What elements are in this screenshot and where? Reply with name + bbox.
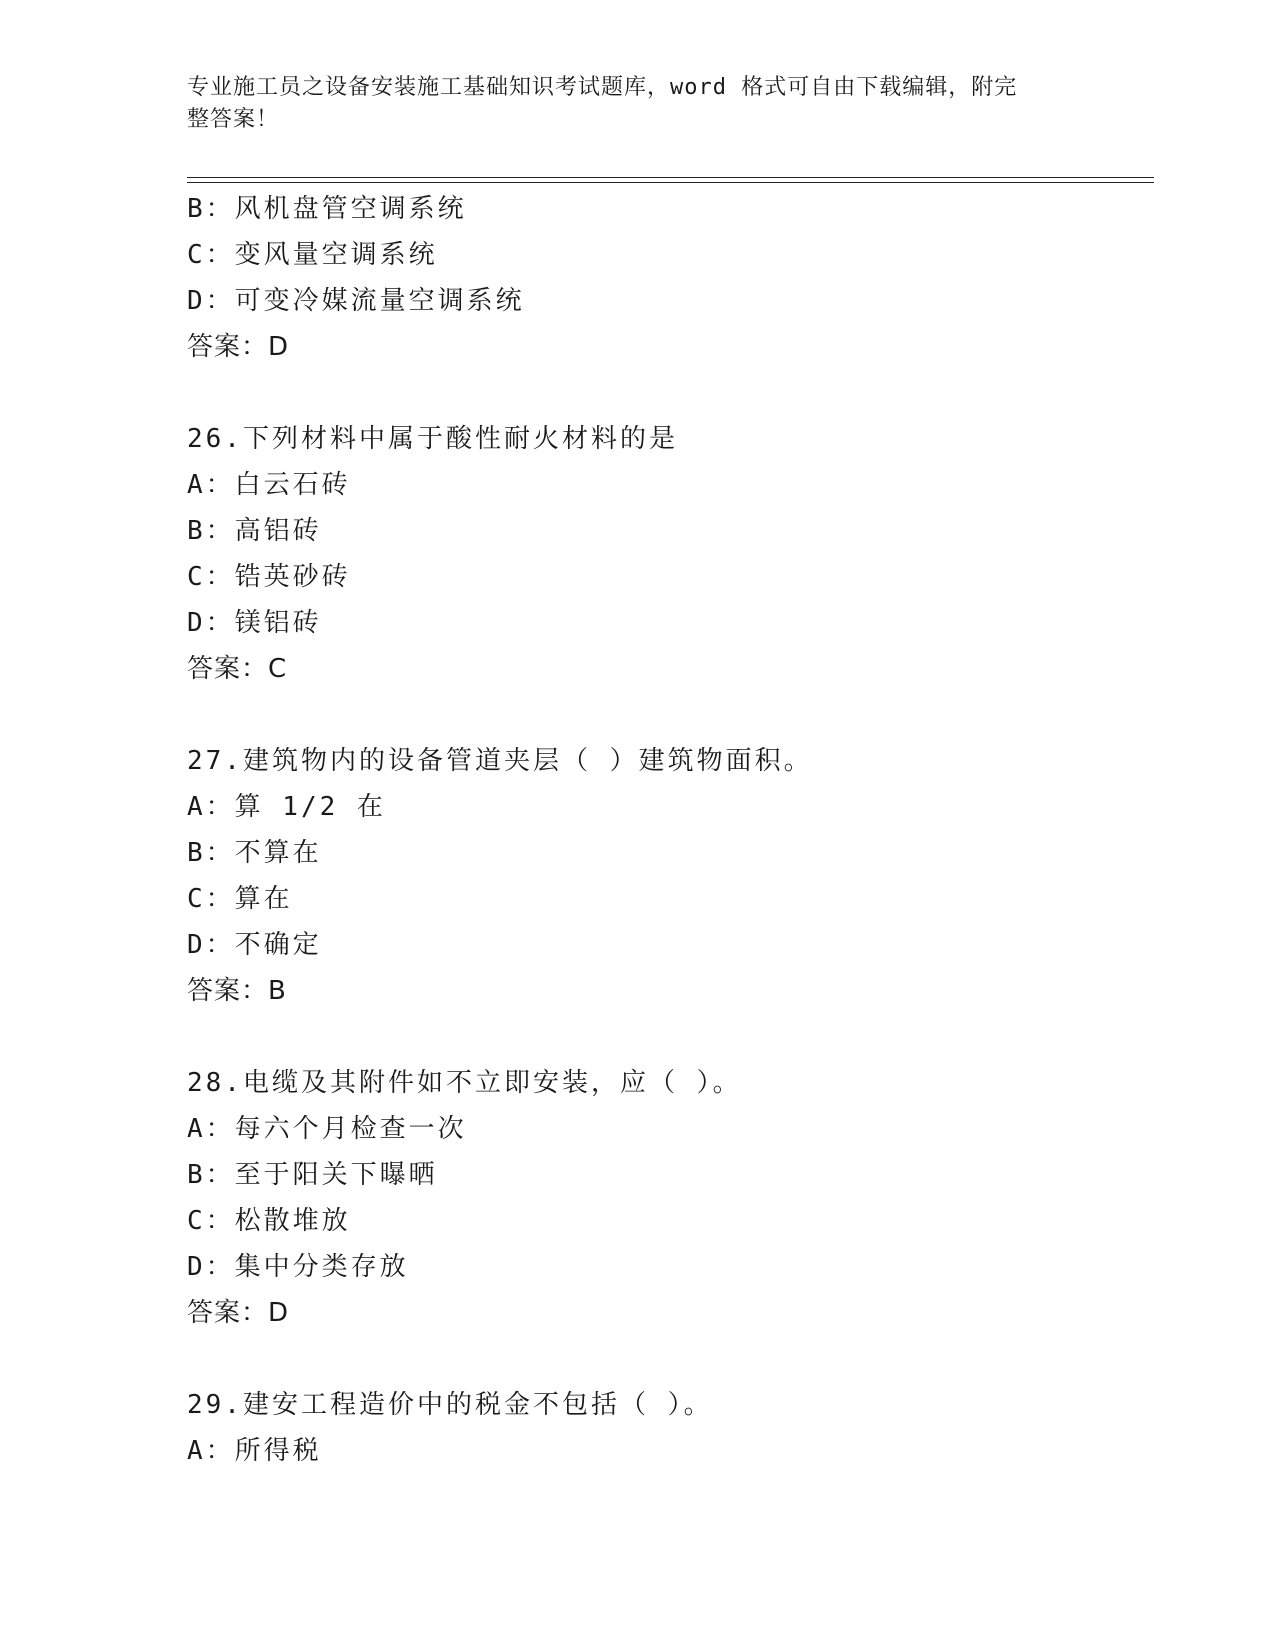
- option-a: A：白云石砖: [187, 470, 351, 500]
- answer: 答案：D: [187, 1298, 290, 1328]
- header-line-2: 整答案！: [187, 107, 280, 132]
- option-c: C：变风量空调系统: [187, 240, 438, 270]
- option-b: B：高铝砖: [187, 516, 322, 546]
- answer: 答案：D: [187, 332, 290, 362]
- question-text: 26.下列材料中属于酸性耐火材料的是: [187, 424, 678, 454]
- option-b: B：风机盘管空调系统: [187, 194, 467, 224]
- option-c: C：算在: [187, 884, 293, 914]
- option-c: C：锆英砂砖: [187, 562, 351, 592]
- question-text: 29.建安工程造价中的税金不包括（ ）。: [187, 1390, 713, 1420]
- header-divider-bottom: [187, 182, 1154, 183]
- question-block-27: [187, 738, 1147, 1014]
- option-d: D：集中分类存放: [187, 1252, 409, 1282]
- option-d: D：可变冷媒流量空调系统: [187, 286, 525, 316]
- header-divider-top: [187, 177, 1154, 178]
- option-c: C：松散堆放: [187, 1206, 351, 1236]
- option-d: D：不确定: [187, 930, 322, 960]
- document-header: [187, 72, 1067, 136]
- question-text: 27.建筑物内的设备管道夹层（ ）建筑物面积。: [187, 746, 813, 776]
- option-a: A：每六个月检查一次: [187, 1114, 467, 1144]
- header-line-1: 专业施工员之设备安装施工基础知识考试题库，word 格式可自由下载编辑，附完: [187, 75, 1018, 100]
- question-block-25: [187, 186, 1147, 370]
- question-text: 28.电缆及其附件如不立即安装，应（ ）。: [187, 1068, 742, 1098]
- answer: 答案：B: [187, 976, 287, 1006]
- question-list: [187, 186, 1147, 1474]
- option-b: B：至于阳关下曝晒: [187, 1160, 438, 1190]
- option-b: B：不算在: [187, 838, 322, 868]
- answer: 答案：C: [187, 654, 288, 684]
- option-a: A：算 1/2 在: [187, 792, 386, 822]
- question-block-26: [187, 416, 1147, 692]
- question-block-28: [187, 1060, 1147, 1336]
- question-block-29: [187, 1382, 1147, 1474]
- option-d: D：镁铝砖: [187, 608, 322, 638]
- option-a: A：所得税: [187, 1436, 322, 1466]
